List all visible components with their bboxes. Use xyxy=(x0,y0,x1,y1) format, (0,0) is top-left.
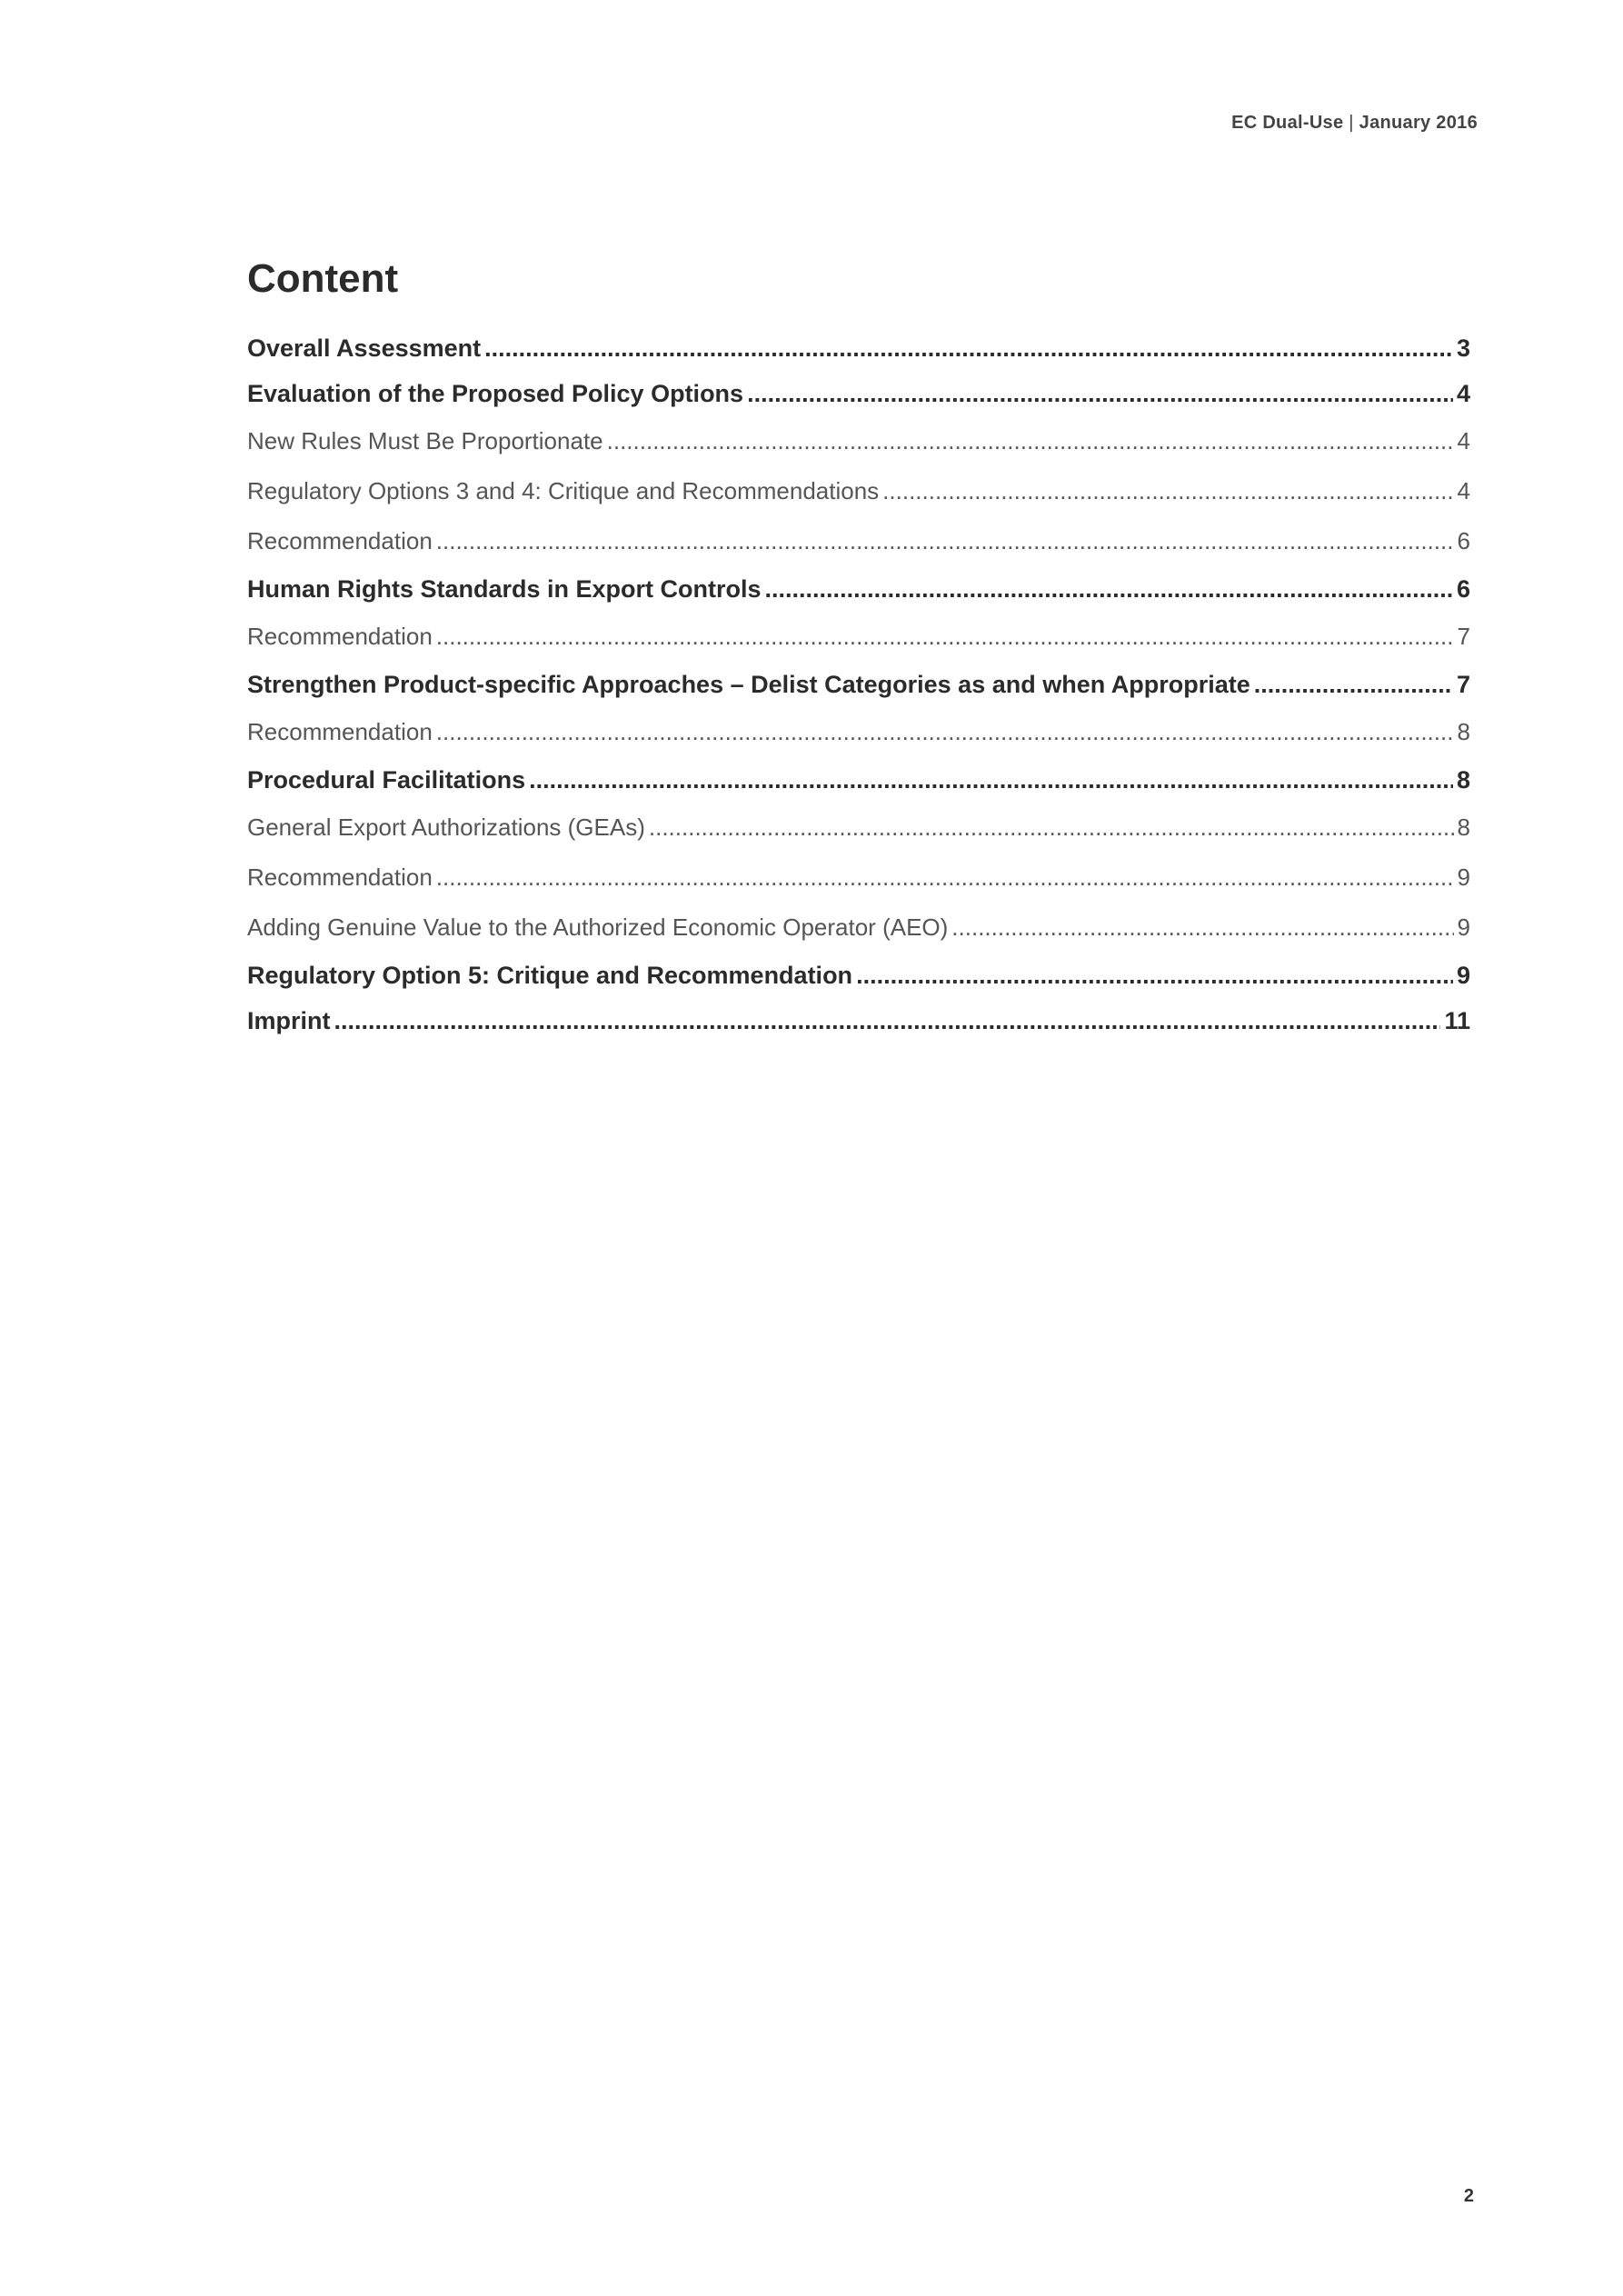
toc-entry-page: 8 xyxy=(1456,766,1470,794)
toc-leader-dots xyxy=(765,566,1453,612)
toc-entry-page: 6 xyxy=(1457,527,1470,554)
toc-leader-dots xyxy=(747,371,1453,416)
toc-subsection-entry[interactable] xyxy=(247,516,1470,566)
toc-entry-page: 9 xyxy=(1457,863,1470,891)
toc-subsection-entry[interactable] xyxy=(247,416,1470,466)
toc-entry-label: Regulatory Option 5: Critique and Recommendation xyxy=(247,962,853,989)
toc-entry-label: Procedural Facilitations xyxy=(247,766,526,794)
toc-leader-dots xyxy=(334,998,1441,1043)
toc-entry-label: Recommendation xyxy=(247,527,433,554)
toc-entry-page: 8 xyxy=(1457,814,1470,841)
header-date: January 2016 xyxy=(1359,113,1478,133)
toc-leader-dots xyxy=(436,853,1454,903)
toc-section-entry[interactable] xyxy=(247,953,1470,998)
toc-entry-label: Recommendation xyxy=(247,623,433,650)
toc-leader-dots xyxy=(649,803,1454,853)
toc-subsection-entry[interactable] xyxy=(247,466,1470,516)
header-separator: | xyxy=(1349,113,1354,133)
toc-entry-page: 3 xyxy=(1456,334,1470,362)
header-title: EC Dual-Use xyxy=(1231,113,1344,133)
toc-leader-dots xyxy=(607,416,1454,466)
page-title: Content xyxy=(247,256,399,301)
toc-entry-label: Regulatory Options 3 and 4: Critique and Recommendations xyxy=(247,477,880,504)
toc-leader-dots xyxy=(436,612,1454,662)
toc-leader-dots xyxy=(436,516,1454,566)
toc-leader-dots xyxy=(951,903,1453,953)
toc-subsection-entry[interactable] xyxy=(247,707,1470,757)
toc-section-entry[interactable] xyxy=(247,371,1470,416)
toc-leader-dots xyxy=(856,953,1453,998)
toc-entry-label: Human Rights Standards in Export Controls xyxy=(247,575,762,603)
toc-entry-page: 7 xyxy=(1457,623,1470,650)
toc-section-entry[interactable] xyxy=(247,757,1470,803)
toc-entry-label: Evaluation of the Proposed Policy Options xyxy=(247,380,744,407)
toc-entry-page: 6 xyxy=(1456,575,1470,603)
toc-entry-page: 7 xyxy=(1456,671,1470,698)
toc-entry-page: 9 xyxy=(1456,962,1470,989)
toc-entry-page: 9 xyxy=(1457,913,1470,941)
toc-leader-dots xyxy=(1254,662,1453,707)
toc-entry-page: 4 xyxy=(1456,380,1470,407)
toc-section-entry[interactable] xyxy=(247,325,1470,371)
toc-leader-dots xyxy=(484,325,1453,371)
toc-entry-label: Strengthen Product-specific Approaches – Delist Categories as and when Appropriate xyxy=(247,671,1250,698)
toc-entry-page: 8 xyxy=(1457,718,1470,745)
toc-entry-label: General Export Authorizations (GEAs) xyxy=(247,814,645,841)
toc-entry-page: 4 xyxy=(1457,477,1470,504)
toc-section-entry[interactable] xyxy=(247,566,1470,612)
toc-entry-label: Recommendation xyxy=(247,718,433,745)
page-number: 2 xyxy=(1463,2186,1474,2206)
toc-leader-dots xyxy=(529,757,1453,803)
toc-subsection-entry[interactable] xyxy=(247,903,1470,953)
running-header xyxy=(1231,113,1478,134)
toc-subsection-entry[interactable] xyxy=(247,853,1470,903)
toc-subsection-entry[interactable] xyxy=(247,612,1470,662)
table-of-contents xyxy=(247,325,1470,1043)
toc-entry-page: 4 xyxy=(1457,427,1470,454)
toc-entry-label: Overall Assessment xyxy=(247,334,482,362)
toc-section-entry[interactable] xyxy=(247,662,1470,707)
toc-entry-label: Adding Genuine Value to the Authorized Economic Operator (AEO) xyxy=(247,913,949,941)
toc-leader-dots xyxy=(436,707,1454,757)
toc-leader-dots xyxy=(882,466,1453,516)
toc-section-entry[interactable] xyxy=(247,998,1470,1043)
toc-entry-label: Recommendation xyxy=(247,863,433,891)
toc-entry-label: Imprint xyxy=(247,1007,331,1034)
toc-entry-page: 11 xyxy=(1444,1007,1470,1034)
toc-entry-label: New Rules Must Be Proportionate xyxy=(247,427,603,454)
toc-subsection-entry[interactable] xyxy=(247,803,1470,853)
